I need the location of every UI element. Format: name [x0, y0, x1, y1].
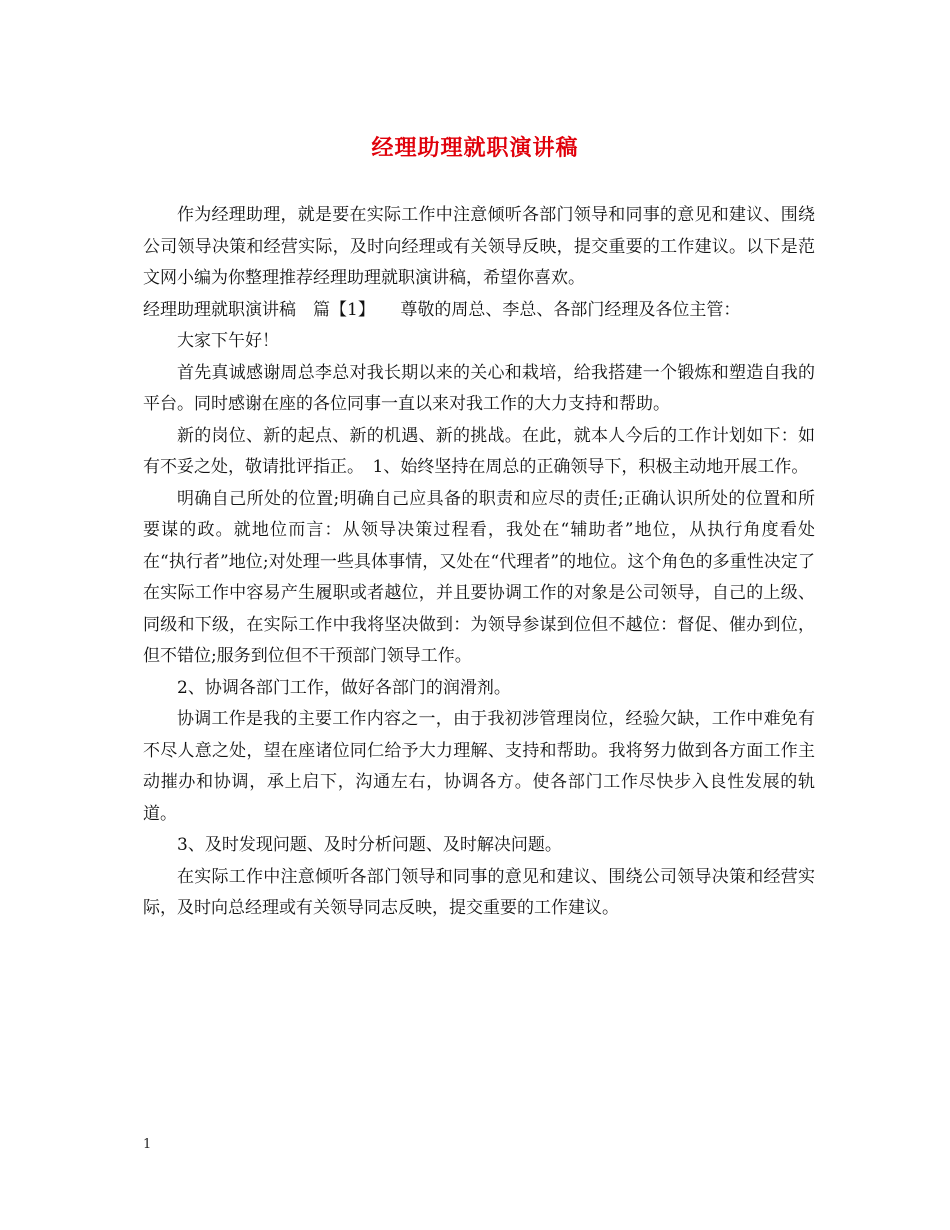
closing-paragraph: 在实际工作中注意倾听各部门领导和同事的意见和建议、围绕公司领导决策和经营实际，及时向总经理或有关领导同志反映，提交重要的工作建议。 [143, 866, 815, 918]
coordination-paragraph: 协调工作是我的主要工作内容之一，由于我初涉管理岗位，经验欠缺，工作中难免有不尽人意之处，望在座诸位同仁给予大力理解、支持和帮助。我将努力做到各方面工作主动摧办和协调，承上启下，沟通左右，协调各方。使各部门工作尽快步入良性发展的轨道。 [143, 709, 815, 824]
point-3-heading: 3、及时发现问题、及时分析问题、及时解决问题。 [177, 835, 562, 855]
plan-paragraph: 新的岗位、新的起点、新的机遇、新的挑战。在此，就本人今后的工作计划如下：如有不妥之处，敬请批评指正。 1、始终坚持在周总的正确领导下，积极主动地开展工作。 [143, 425, 815, 477]
page-number: 1 [143, 1137, 152, 1152]
greeting-paragraph: 大家下午好！ [177, 331, 279, 351]
intro-paragraph: 作为经理助理，就是要在实际工作中注意倾听各部门领导和同事的意见和建议、围绕公司领导决策和经营实际，及时向经理或有关领导反映，提交重要的工作建议。以下是范文网小编为你整理推荐经理助理就职演讲稿，希望你喜欢。 [143, 205, 815, 288]
document-body [143, 200, 815, 925]
thanks-paragraph: 首先真诚感谢周总李总对我长期以来的关心和栽培，给我搭建一个锻炼和塑造自我的平台。同时感谢在座的各位同事一直以来对我工作的大力支持和帮助。 [143, 362, 815, 414]
position-paragraph: 明确自己所处的位置;明确自己应具备的职责和应尽的责任;正确认识所处的位置和所要谋的政。就地位而言：从领导决策过程看，我处在“辅助者”地位，从执行角度看处在“执行者”地位;对处理一些具体事情，又处在“代理者”的地位。这个角色的多重性决定了在实际工作中容易产生履职或者越位，并且要协调工作的对象是公司领导，自己的上级、同级和下级，在实际工作中我将坚决做到：为领导参谋到位但不越位：督促、催办到位，但不错位;服务到位但不干预部门领导工作。 [143, 488, 815, 666]
point-2-heading: 2、协调各部门工作，做好各部门的润滑剂。 [177, 677, 511, 698]
speech-heading-salutation: 经理助理就职演讲稿 篇【1】 尊敬的周总、李总、各部门经理及各位主管： [143, 299, 741, 320]
page-title: 经理助理就职演讲稿 [371, 135, 579, 161]
